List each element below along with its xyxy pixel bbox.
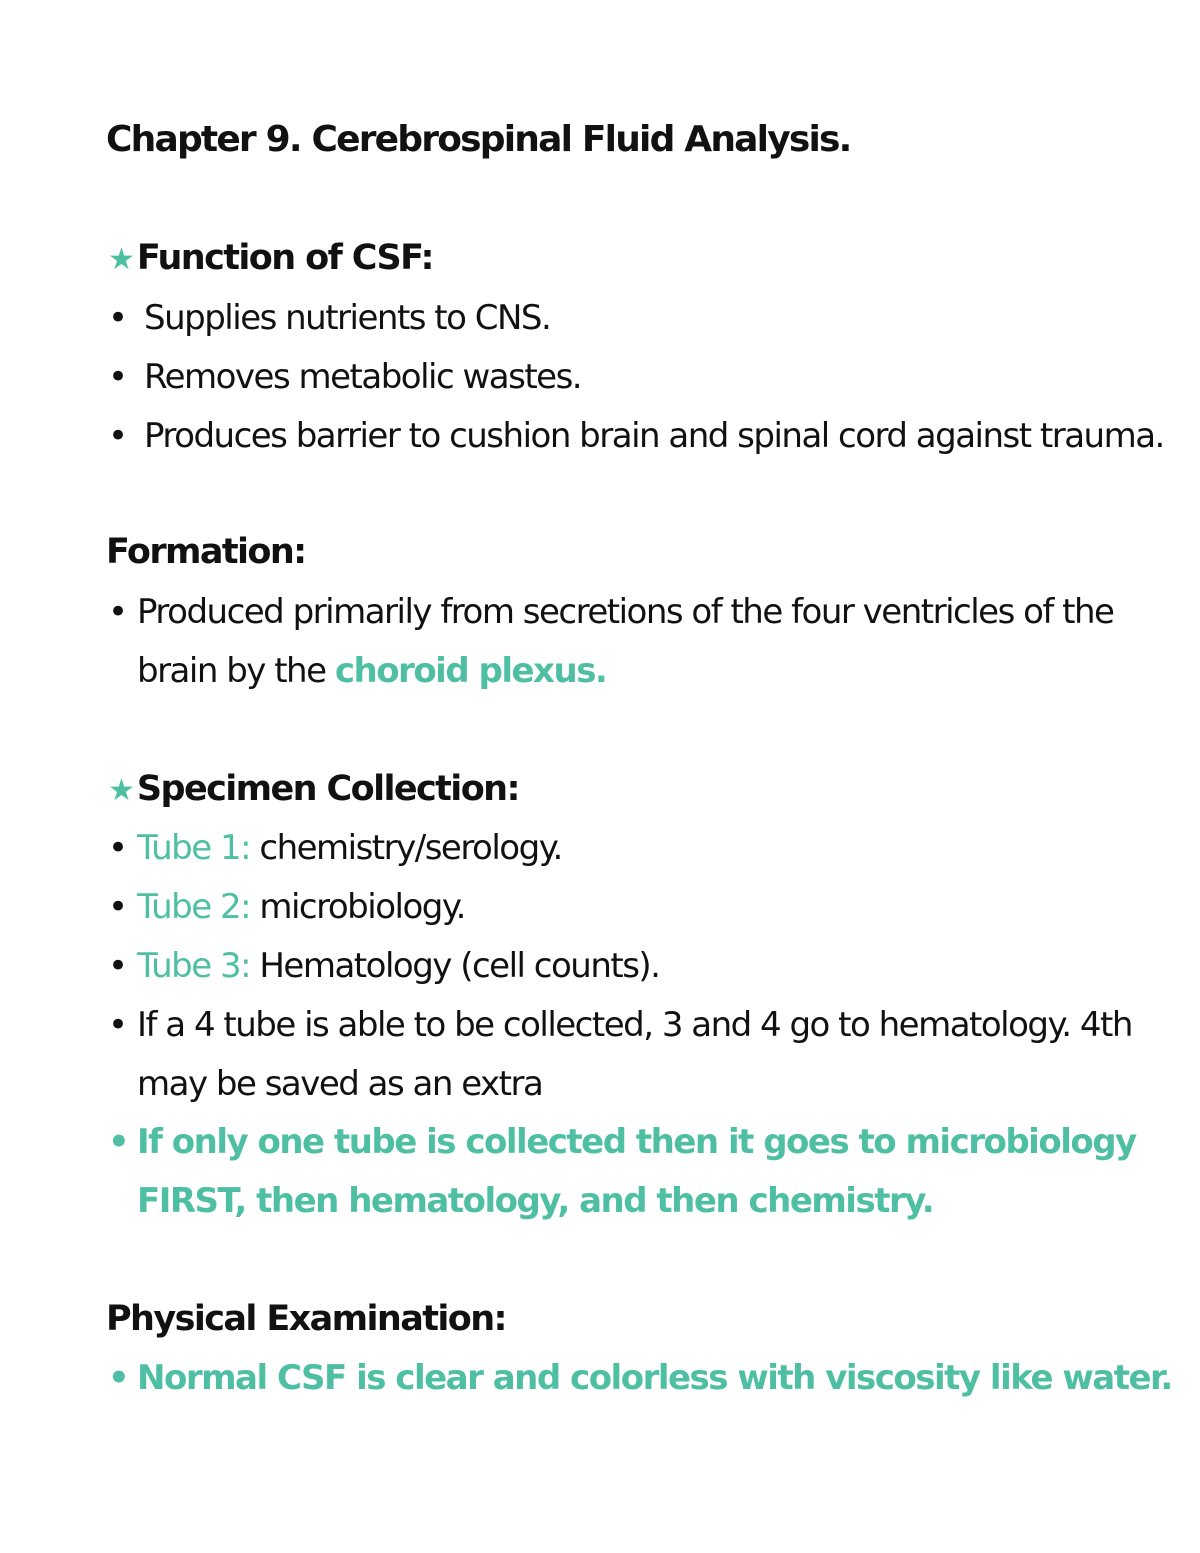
bullet-icon: • (108, 946, 129, 986)
four-tube-line2: may be saved as an extra (137, 1064, 543, 1104)
physical-heading: Physical Examination: (106, 1299, 506, 1339)
bullet-icon: • (108, 887, 129, 927)
one-tube-line1: If only one tube is collected then it goes to microbiology (137, 1122, 1136, 1162)
tube-1-text: chemistry/serology. (250, 828, 562, 868)
list-item (108, 1120, 1136, 1164)
bullet-icon: • (108, 1005, 129, 1045)
list-item (108, 885, 465, 929)
list-item (108, 355, 581, 399)
list-item (108, 1003, 1132, 1047)
page-title: Chapter 9. Cerebrospinal Fluid Analysis. (106, 119, 851, 160)
function-item-2: Removes metabolic wastes. (144, 357, 582, 397)
list-item (108, 826, 562, 870)
formation-item-line2 (137, 649, 606, 693)
list-item (108, 944, 660, 988)
tube-3-text: Hematology (cell counts). (250, 946, 660, 986)
bullet-icon: • (108, 828, 129, 868)
tube-1-label: Tube 1: (137, 828, 251, 868)
four-tube-line1: If a 4 tube is able to be collected, 3 and 4 go to hematology. 4th (137, 1005, 1132, 1045)
list-item (108, 414, 1164, 458)
function-heading (108, 236, 433, 282)
tube-2-text: microbiology. (250, 887, 465, 927)
list-item (108, 590, 1113, 634)
specimen-heading (108, 767, 519, 813)
bullet-icon: • (108, 1122, 130, 1162)
function-item-1: Supplies nutrients to CNS. (144, 298, 551, 338)
formation-item-prefix: brain by the (137, 651, 335, 691)
choroid-plexus-highlight: choroid plexus. (334, 651, 607, 691)
tube-3-label: Tube 3: (137, 946, 251, 986)
physical-item: Normal CSF is clear and colorless with viscosity like water. (137, 1358, 1172, 1398)
tube-2-label: Tube 2: (137, 887, 251, 927)
formation-item-line1: Produced primarily from secretions of the four ventricles of the (137, 592, 1114, 632)
star-icon: ★ (108, 773, 135, 808)
function-item-3: Produces barrier to cushion brain and spinal cord against trauma. (144, 416, 1164, 456)
list-item (108, 296, 550, 340)
one-tube-line2: FIRST, then hematology, and then chemistry. (137, 1181, 934, 1221)
formation-heading: Formation: (106, 532, 306, 572)
bullet-icon: • (108, 298, 129, 338)
star-icon: ★ (108, 242, 135, 277)
bullet-icon: • (108, 416, 129, 456)
bullet-icon: • (108, 1358, 130, 1398)
list-item (108, 1356, 1172, 1400)
function-heading-label: Function of CSF: (136, 238, 433, 278)
bullet-icon: • (108, 592, 129, 632)
specimen-heading-label: Specimen Collection: (136, 769, 519, 809)
bullet-icon: • (108, 357, 129, 397)
